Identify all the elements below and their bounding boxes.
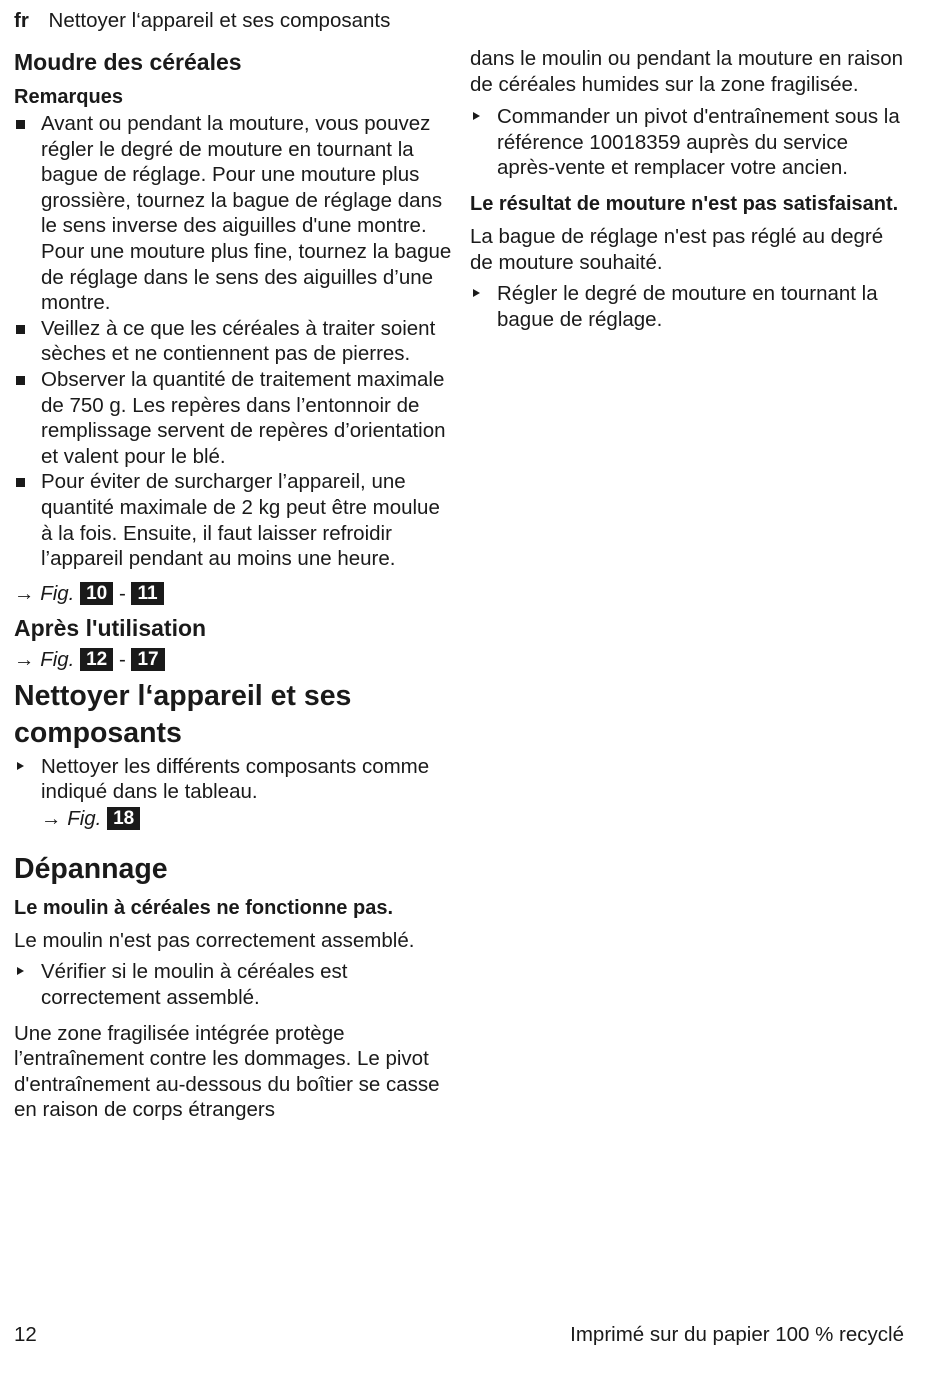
remarks-list [14, 111, 452, 572]
remarks-heading: Remarques [14, 86, 123, 108]
problem-title: Le moulin à céréales ne fonctionne pas. [14, 896, 393, 919]
language-code: fr [14, 9, 29, 32]
figure-number-badge: 17 [131, 648, 164, 671]
page-number: 12 [14, 1323, 37, 1346]
figure-reference [14, 580, 452, 608]
remedy-item: Commander un pivot d'entraînement sous la référence 10018359 auprès du service après-vente et remplacer votre ancien. [470, 104, 910, 181]
grind-heading: Moudre des céréales [14, 49, 242, 75]
problem-cause: Le moulin n'est pas correctement assemblé. [14, 928, 415, 952]
right-column [470, 46, 910, 332]
remedy-list [470, 281, 910, 332]
remedy-item: Vérifier si le moulin à céréales est correctement assemblé. [14, 959, 452, 1010]
arrow-icon: → [14, 581, 35, 605]
arrow-icon: → [14, 647, 35, 671]
remedy-list [470, 104, 910, 181]
fig-label: Fig. [67, 806, 102, 830]
problem-cause: La bague de réglage n'est pas réglé au degré de mouture souhaité. [470, 224, 884, 274]
problem-title: Le résultat de mouture n'est pas satisfaisant. [470, 192, 899, 215]
clean-heading: Nettoyer l‘appareil et ses composants [14, 679, 352, 749]
remedy-item: Régler le degré de mouture en tournant la bague de réglage. [470, 281, 910, 332]
range-separator: - [118, 581, 126, 605]
footer-note: Imprimé sur du papier 100 % recyclé [570, 1323, 904, 1346]
running-header [14, 8, 390, 34]
remark-item: Veillez à ce que les céréales à traiter soient sèches et ne contiennent pas de pierres. [14, 316, 452, 367]
fig-label: Fig. [40, 581, 75, 605]
header-title: Nettoyer l‘appareil et ses composants [48, 9, 391, 32]
arrow-icon: → [41, 806, 62, 830]
remark-item: Avant ou pendant la mouture, vous pouvez régler le degré de mouture en tournant la bague de réglage. Pour une mouture plus grossière, tournez la bague de réglage dans le sens inverse des aiguilles d'une montre. Pour une mouture plus fine, tournez la bague de réglage dans le sens des aiguilles d’une montre. [14, 111, 452, 316]
after-use-heading: Après l'utilisation [14, 614, 207, 641]
range-separator: - [118, 647, 126, 671]
continued-text: dans le moulin ou pendant la mouture en raison de céréales humides sur la zone fragilisée. [470, 47, 904, 96]
figure-reference [14, 805, 452, 833]
figure-number-badge: 10 [80, 582, 113, 605]
clean-steps [14, 754, 452, 805]
remedy-list [14, 959, 452, 1010]
left-column [14, 46, 452, 1123]
remark-item: Observer la quantité de traitement maximale de 750 g. Les repères dans l’entonnoir de remplissage servent de repères d’orientation et valent pour le blé. [14, 367, 452, 469]
remark-item: Pour éviter de surcharger l’appareil, une quantité maximale de 2 kg peut être moulue à la fois. Ensuite, il faut laisser refroidir l’appareil pendant au moins une heure. [14, 469, 452, 571]
figure-reference [14, 646, 452, 674]
fig-label: Fig. [40, 647, 75, 671]
figure-number-badge: 11 [131, 582, 163, 605]
problem-explanation: Une zone fragilisée intégrée protège l’entraînement contre les dommages. Le pivot d'entraînement au-dessous du boîtier se casse en raison de corps étrangers [14, 1021, 440, 1122]
step-item: Nettoyer les différents composants comme indiqué dans le tableau. [14, 754, 452, 805]
troubleshooting-heading: Dépannage [14, 852, 168, 885]
figure-number-badge: 18 [107, 807, 140, 830]
figure-number-badge: 12 [80, 648, 113, 671]
